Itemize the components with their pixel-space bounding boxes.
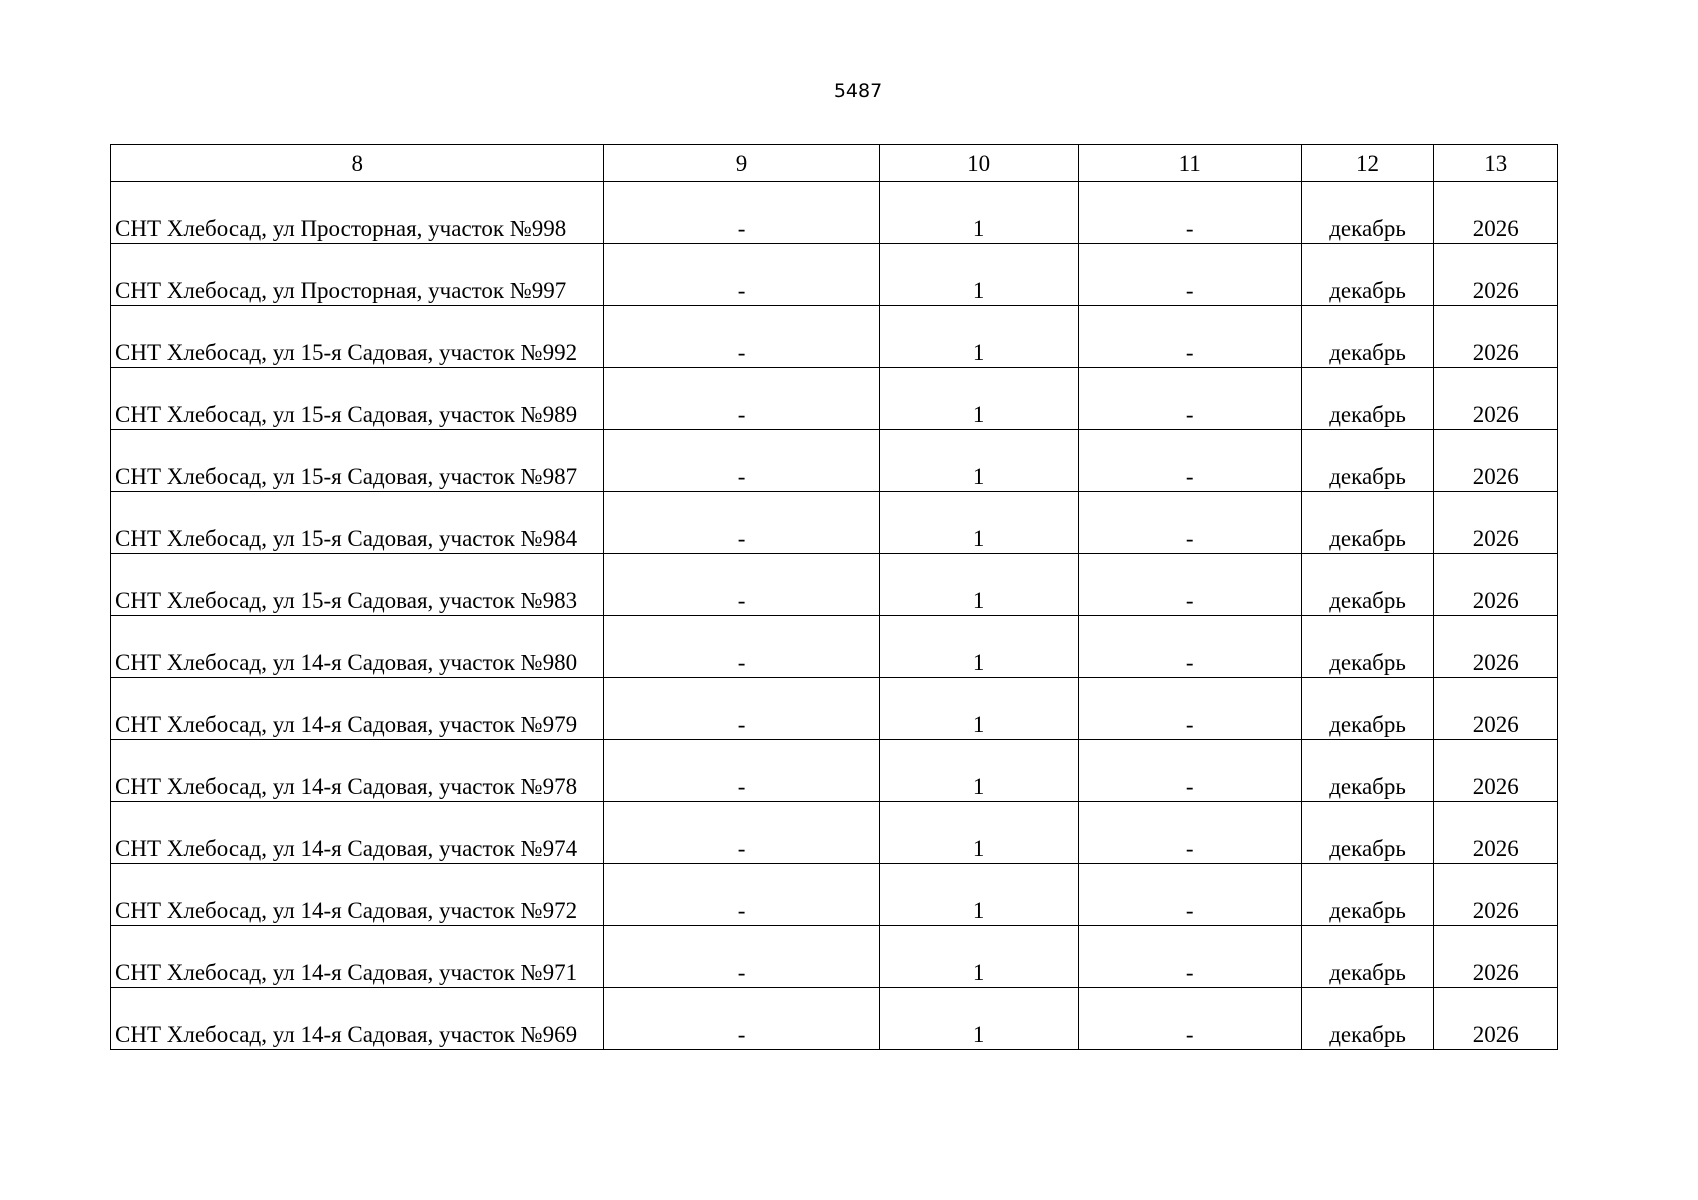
column-10-cell: 1 (879, 492, 1078, 554)
year-cell: 2026 (1434, 740, 1558, 802)
month-cell: декабрь (1301, 554, 1434, 616)
column-9-cell: - (604, 678, 879, 740)
column-9-cell: - (604, 368, 879, 430)
address-cell: СНТ Хлебосад, ул 14-я Садовая, участок №969 (111, 988, 604, 1050)
table-row (111, 368, 1558, 430)
table-row (111, 492, 1558, 554)
column-11-cell: - (1078, 678, 1301, 740)
month-cell: декабрь (1301, 740, 1434, 802)
column-10-cell: 1 (879, 926, 1078, 988)
address-cell: СНТ Хлебосад, ул Просторная, участок №997 (111, 244, 604, 306)
column-10-cell: 1 (879, 988, 1078, 1050)
schedule-table (110, 144, 1558, 1050)
table-row (111, 182, 1558, 244)
month-cell: декабрь (1301, 864, 1434, 926)
column-header-11: 11 (1078, 145, 1301, 182)
table-row (111, 926, 1558, 988)
year-cell: 2026 (1434, 926, 1558, 988)
column-header-12: 12 (1301, 145, 1434, 182)
address-cell: СНТ Хлебосад, ул 15-я Садовая, участок №983 (111, 554, 604, 616)
column-9-cell: - (604, 430, 879, 492)
column-10-cell: 1 (879, 802, 1078, 864)
month-cell: декабрь (1301, 244, 1434, 306)
column-11-cell: - (1078, 430, 1301, 492)
column-11-cell: - (1078, 492, 1301, 554)
column-header-13: 13 (1434, 145, 1558, 182)
column-11-cell: - (1078, 554, 1301, 616)
column-10-cell: 1 (879, 368, 1078, 430)
year-cell: 2026 (1434, 678, 1558, 740)
year-cell: 2026 (1434, 244, 1558, 306)
year-cell: 2026 (1434, 864, 1558, 926)
year-cell: 2026 (1434, 554, 1558, 616)
address-cell: СНТ Хлебосад, ул 14-я Садовая, участок №974 (111, 802, 604, 864)
month-cell: декабрь (1301, 182, 1434, 244)
column-11-cell: - (1078, 988, 1301, 1050)
month-cell: декабрь (1301, 306, 1434, 368)
column-9-cell: - (604, 616, 879, 678)
column-10-cell: 1 (879, 616, 1078, 678)
address-cell: СНТ Хлебосад, ул 15-я Садовая, участок №987 (111, 430, 604, 492)
column-10-cell: 1 (879, 244, 1078, 306)
address-cell: СНТ Хлебосад, ул 14-я Садовая, участок №978 (111, 740, 604, 802)
column-11-cell: - (1078, 244, 1301, 306)
column-11-cell: - (1078, 182, 1301, 244)
column-9-cell: - (604, 306, 879, 368)
column-10-cell: 1 (879, 306, 1078, 368)
address-cell: СНТ Хлебосад, ул 14-я Садовая, участок №971 (111, 926, 604, 988)
column-10-cell: 1 (879, 182, 1078, 244)
column-11-cell: - (1078, 926, 1301, 988)
month-cell: декабрь (1301, 368, 1434, 430)
year-cell: 2026 (1434, 802, 1558, 864)
column-11-cell: - (1078, 616, 1301, 678)
column-11-cell: - (1078, 802, 1301, 864)
table-row (111, 802, 1558, 864)
column-11-cell: - (1078, 864, 1301, 926)
month-cell: декабрь (1301, 802, 1434, 864)
column-10-cell: 1 (879, 554, 1078, 616)
year-cell: 2026 (1434, 430, 1558, 492)
year-cell: 2026 (1434, 988, 1558, 1050)
address-cell: СНТ Хлебосад, ул 14-я Садовая, участок №972 (111, 864, 604, 926)
column-header-9: 9 (604, 145, 879, 182)
column-11-cell: - (1078, 368, 1301, 430)
column-9-cell: - (604, 926, 879, 988)
column-9-cell: - (604, 244, 879, 306)
month-cell: декабрь (1301, 926, 1434, 988)
month-cell: декабрь (1301, 492, 1434, 554)
table-row (111, 616, 1558, 678)
table-row (111, 740, 1558, 802)
year-cell: 2026 (1434, 616, 1558, 678)
address-cell: СНТ Хлебосад, ул 15-я Садовая, участок №989 (111, 368, 604, 430)
year-cell: 2026 (1434, 492, 1558, 554)
address-cell: СНТ Хлебосад, ул 15-я Садовая, участок №992 (111, 306, 604, 368)
table-row (111, 678, 1558, 740)
table-row (111, 430, 1558, 492)
column-10-cell: 1 (879, 678, 1078, 740)
month-cell: декабрь (1301, 430, 1434, 492)
column-header-10: 10 (879, 145, 1078, 182)
address-cell: СНТ Хлебосад, ул 15-я Садовая, участок №984 (111, 492, 604, 554)
header-row (111, 145, 1558, 182)
table-row (111, 988, 1558, 1050)
month-cell: декабрь (1301, 988, 1434, 1050)
address-cell: СНТ Хлебосад, ул 14-я Садовая, участок №979 (111, 678, 604, 740)
column-9-cell: - (604, 740, 879, 802)
column-9-cell: - (604, 182, 879, 244)
column-9-cell: - (604, 864, 879, 926)
column-10-cell: 1 (879, 864, 1078, 926)
page-number: 5487 (833, 80, 883, 102)
table-row (111, 244, 1558, 306)
month-cell: декабрь (1301, 616, 1434, 678)
column-10-cell: 1 (879, 430, 1078, 492)
column-9-cell: - (604, 492, 879, 554)
year-cell: 2026 (1434, 368, 1558, 430)
address-cell: СНТ Хлебосад, ул 14-я Садовая, участок №980 (111, 616, 604, 678)
column-9-cell: - (604, 554, 879, 616)
column-header-8: 8 (111, 145, 604, 182)
table-row (111, 554, 1558, 616)
column-9-cell: - (604, 988, 879, 1050)
year-cell: 2026 (1434, 306, 1558, 368)
column-10-cell: 1 (879, 740, 1078, 802)
column-9-cell: - (604, 802, 879, 864)
column-11-cell: - (1078, 740, 1301, 802)
year-cell: 2026 (1434, 182, 1558, 244)
column-11-cell: - (1078, 306, 1301, 368)
address-cell: СНТ Хлебосад, ул Просторная, участок №998 (111, 182, 604, 244)
month-cell: декабрь (1301, 678, 1434, 740)
table-row (111, 306, 1558, 368)
table-row (111, 864, 1558, 926)
